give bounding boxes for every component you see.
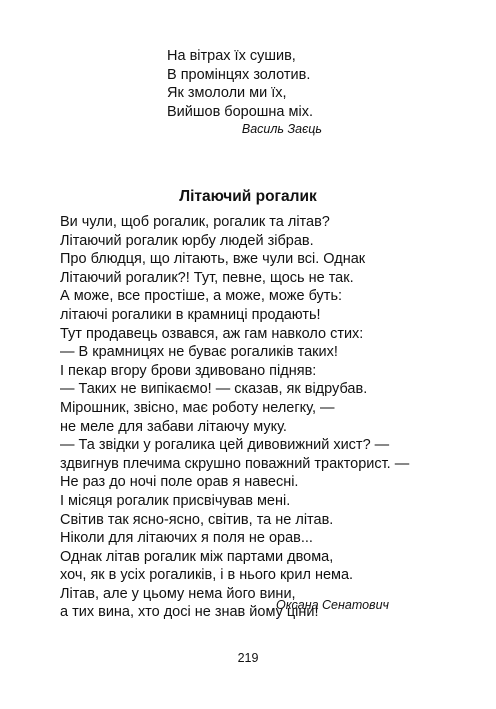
- stanza-line: На вітрах їх сушив,: [167, 48, 296, 64]
- poem-line: хоч, як в усіх рогаликів, і в нього крил нема.: [60, 567, 354, 584]
- poem-line: — В крамницях не буває рогаликів таких!: [60, 344, 338, 361]
- stanza-line: В промінцях золотив.: [167, 66, 311, 83]
- poem-line: — Таких не випікаємо! — сказав, як відрубав.: [60, 381, 368, 398]
- top-stanza-author: Василь Заєць: [241, 122, 322, 136]
- top-stanza: [167, 47, 467, 121]
- poem-line: Літаючий рогалик юрбу людей зібрав.: [60, 232, 314, 249]
- poem-line: а тих вина, хто досі не знав йому ціни!: [60, 604, 319, 621]
- poem-line: Ви чули, щоб рогалик, рогалик та літав?: [60, 214, 330, 230]
- poem-line: здвигнув плечима скрушно поважний тракторист. —: [60, 455, 410, 472]
- poem-author: Оксана Сенатович: [276, 598, 389, 612]
- poem-line: Літав, але у цьому нема його вини,: [60, 585, 296, 602]
- poem-line: Не раз до ночі поле орав я навесні.: [60, 474, 299, 491]
- poem-line: Ніколи для літаючих я поля не орав...: [60, 530, 313, 547]
- poem-line: літаючі рогалики в крамниці продають!: [60, 306, 321, 323]
- stanza-line: Вийшов борошна міх.: [167, 103, 313, 120]
- poem-line: Про блюдця, що літають, вже чули всі. Однак: [60, 251, 366, 268]
- poem-line: І пекар вгору брови здивовано підняв:: [60, 362, 317, 379]
- poem-line: Мірошник, звісно, має роботу нелегку, —: [60, 399, 335, 416]
- stanza-line: Як змололи ми їх,: [167, 85, 287, 102]
- poem-line: Літаючий рогалик?! Тут, певне, щось не так.: [60, 269, 354, 286]
- poem-line: Однак літав рогалик між партами двома,: [60, 548, 334, 565]
- poem-line: Тут продавець озвався, аж гам навколо стих:: [60, 325, 364, 342]
- poem-line: Світив так ясно-ясно, світив, та не літав.: [60, 511, 334, 528]
- poem-line: А може, все простіше, а може, може буть:: [60, 288, 343, 305]
- page-number: 219: [237, 651, 259, 665]
- poem-line: — Та звідки у рогалика цей дивовижний хист? —: [60, 437, 390, 454]
- poem-line: не меле для забави літаючу муку.: [60, 418, 287, 435]
- poem-body: [60, 213, 480, 622]
- poem-line: І місяця рогалик присвічував мені.: [60, 492, 291, 509]
- poem-title: Літаючий рогалик: [179, 188, 317, 205]
